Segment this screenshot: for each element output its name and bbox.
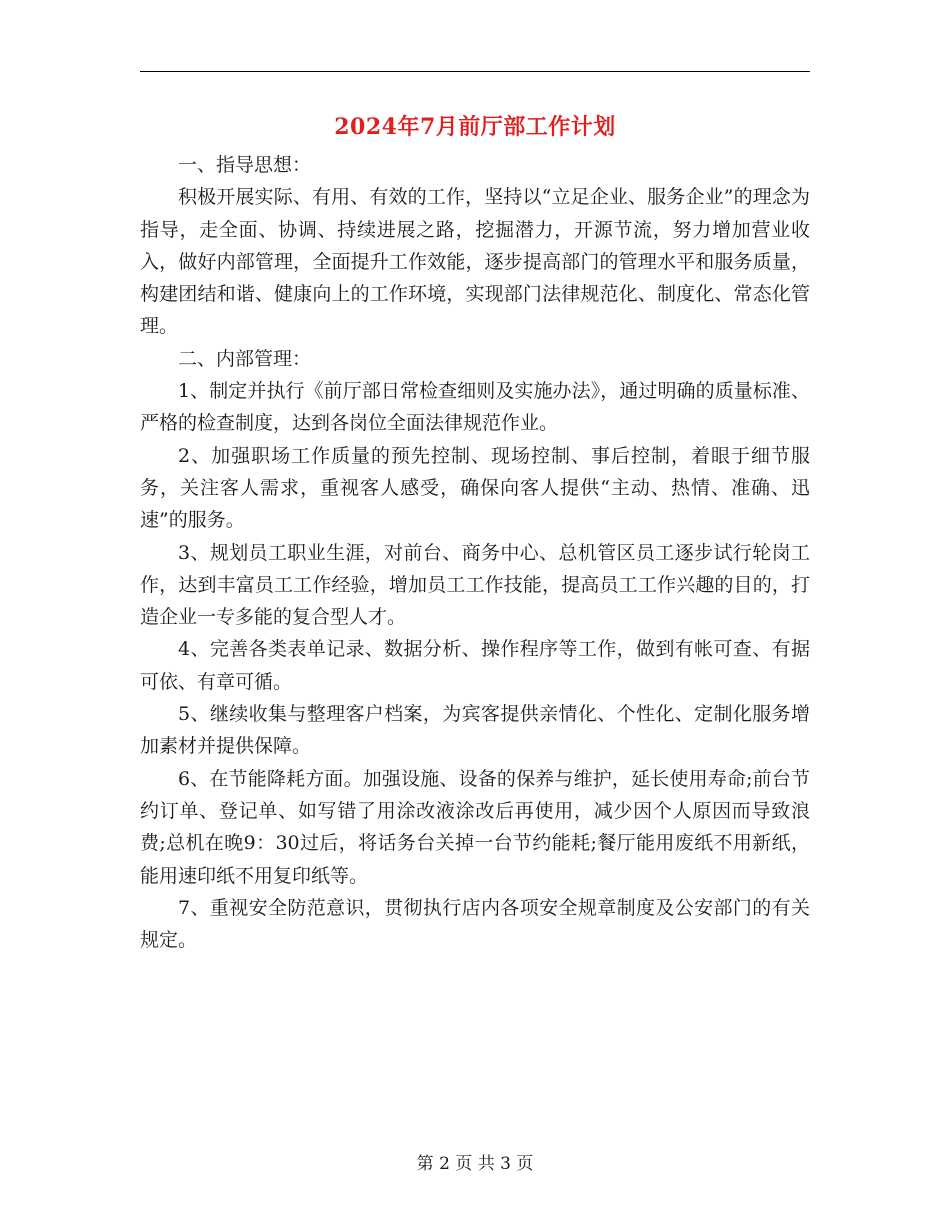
document-body — [140, 149, 810, 956]
list-item-2: 2、加强职场工作质量的预先控制、现场控制、事后控制，着眼于细节服务，关注客人需求，重视客人感受，确保向客人提供“主动、热情、准确、迅速”的服务。 — [140, 444, 810, 532]
list-item-7: 7、重视安全防范意识，贯彻执行店内各项安全规章制度及公安部门的有关规定。 — [140, 896, 810, 952]
list-item-4: 4、完善各类表单记录、数据分析、操作程序等工作，做到有帐可查、有据可依、有章可循。 — [140, 638, 810, 693]
paragraph-guiding-ideology: 积极开展实际、有用、有效的工作，坚持以“立足企业、服务企业”的理念为指导，走全面、协调、持续进展之路，挖掘潜力，开源节流，努力增加营业收入，做好内部管理，全面提升工作效能，逐步提高部门的管理水平和服务质量，构建团结和谐、健康向上的工作环境，实现部门法律规范化、制度化、常态化管理。 — [140, 186, 810, 338]
list-item-3: 3、规划员工职业生涯，对前台、商务中心、总机管区员工逐步试行轮岗工作，达到丰富员工工作经验，增加员工工作技能，提高员工工作兴趣的目的，打造企业一专多能的复合型人才。 — [140, 541, 810, 629]
section-heading-internal-management: 二、内部管理： — [178, 347, 312, 370]
header-rule — [140, 71, 810, 72]
document-title: 2024年7月前厅部工作计划 — [334, 114, 616, 140]
list-item-6: 6、在节能降耗方面。加强设施、设备的保养与维护，延长使用寿命;前台节约订单、登记单、如写错了用涂改液涂改后再使用，减少因个人原因而导致浪费;总机在晚9：30过后，将话务台关掉一台节约能耗;餐厅能用废纸不用新纸，能用速印纸不用复印纸等。 — [140, 767, 810, 887]
section-heading-guiding-ideology: 一、指导思想： — [178, 154, 312, 176]
page-number-footer: 第 2 页 共 3 页 — [416, 1154, 534, 1174]
list-item-1: 1、制定并执行《前厅部日常检查细则及实施办法》，通过明确的质量标准、严格的检查制度，达到各岗位全面法律规范作业。 — [140, 380, 810, 435]
list-item-5: 5、继续收集与整理客户档案，为宾客提供亲情化、个性化、定制化服务增加素材并提供保障。 — [140, 703, 810, 758]
